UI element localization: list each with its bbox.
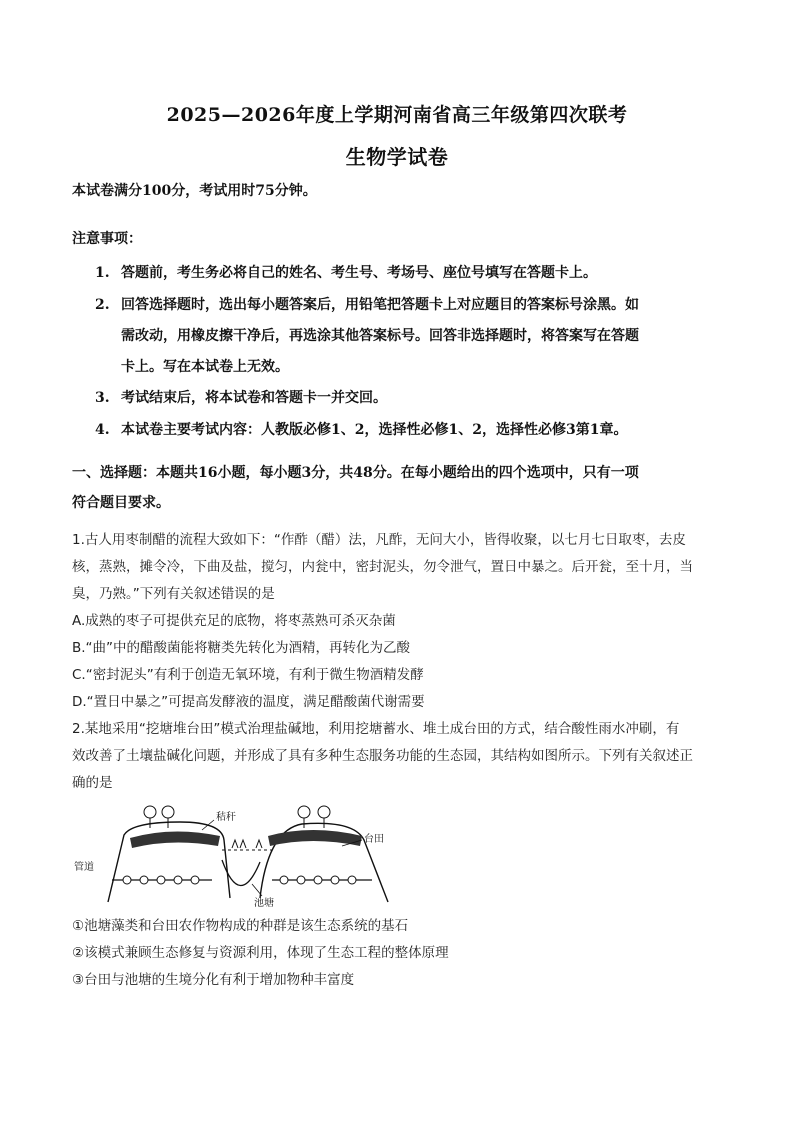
notes-heading: 注意事项： bbox=[72, 231, 142, 247]
q2-statement-2: ②该模式兼顾生态修复与资源利用，体现了生态工程的整体原理 bbox=[72, 945, 449, 961]
note-item-2 bbox=[95, 294, 639, 314]
q2-statement-3: ③台田与池塘的生境分化有利于增加物种丰富度 bbox=[72, 972, 355, 988]
pipe-label: 管道 bbox=[74, 862, 94, 873]
pond-plant-icons bbox=[232, 840, 262, 848]
left-tree-icons bbox=[144, 806, 174, 828]
exam-title: 2025—2026年度上学期河南省高三年级第四次联考 bbox=[166, 104, 628, 126]
q1-option-b: B.“曲”中的醋酸菌能将糖类先转化为酒精，再转化为乙酸 bbox=[72, 640, 411, 656]
section-heading-line-1: 一、选择题：本题共16小题，每小题3分，共48分。在每小题给出的四个选项中，只有一项 bbox=[72, 465, 639, 481]
straw-leader-line bbox=[202, 820, 214, 830]
pipe-holes bbox=[123, 876, 356, 884]
note-item-1 bbox=[95, 262, 597, 282]
note-number: 3. bbox=[95, 390, 110, 406]
note-text: 回答选择题时，选出每小题答案后，用铅笔把答题卡上对应题目的答案标号涂黑。如 bbox=[121, 297, 639, 313]
note-number: 2. bbox=[95, 297, 110, 313]
section-heading-line-2: 符合题目要求。 bbox=[72, 495, 170, 511]
note-item-2-cont-1: 需改动，用橡皮擦干净后，再选涂其他答案标号。回答非选择题时，将答案写在答题 bbox=[121, 328, 639, 344]
q1-stem-line-2: 核，蒸熟，摊令冷，下曲及盐，搅匀，内瓮中，密封泥头，勿令泄气，置日中暴之。后开瓮，至十月，当 bbox=[72, 559, 693, 575]
q1-option-d: D.“置日中暴之”可提高发酵液的温度，满足醋酸菌代谢需要 bbox=[72, 694, 425, 710]
q1-stem-line-3: 臭，乃熟。”下列有关叙述错误的是 bbox=[72, 586, 275, 602]
q2-stem-line-1: 2.某地采用“挖塘堆台田”模式治理盐碱地，利用挖塘蓄水、堆土成台田的方式，结合酸性雨水冲刷，有 bbox=[72, 721, 680, 737]
note-text: 答题前，考生务必将自己的姓名、考生号、考场号、座位号填写在答题卡上。 bbox=[121, 265, 597, 281]
q2-statement-1: ①池塘藻类和台田农作物构成的种群是该生态系统的基石 bbox=[72, 918, 409, 934]
q2-stem-line-3: 确的是 bbox=[72, 775, 113, 791]
note-number: 4. bbox=[95, 422, 110, 438]
exam-info: 本试卷满分100分，考试用时75分钟。 bbox=[72, 183, 317, 199]
pond-label: 池塘 bbox=[254, 898, 274, 909]
straw-label: 秸秆 bbox=[216, 812, 236, 823]
q1-stem-line-1: 1.古人用枣制醋的流程大致如下：“作酢（醋）法，凡酢，无问大小，皆得收聚，以七月七日取枣，去皮 bbox=[72, 532, 686, 548]
q1-option-c: C.“密封泥头”有利于创造无氧环境，有利于微生物酒精发酵 bbox=[72, 667, 424, 683]
platform-label: 台田 bbox=[364, 834, 384, 845]
right-tree-icons bbox=[298, 806, 330, 828]
q2-stem-line-2: 效改善了土壤盐碱化问题，并形成了具有多种生态服务功能的生态园，其结构如图所示。下列有关叙述正 bbox=[72, 748, 693, 764]
note-text: 本试卷主要考试内容：人教版必修1、2，选择性必修1、2，选择性必修3第1章。 bbox=[121, 422, 628, 438]
right-straw-layer bbox=[268, 830, 362, 846]
note-item-4 bbox=[95, 419, 627, 439]
note-item-3 bbox=[95, 387, 387, 407]
exam-subtitle: 生物学试卷 bbox=[345, 145, 449, 169]
note-item-2-cont-2: 卡上。写在本试卷上无效。 bbox=[121, 359, 289, 375]
ecosystem-diagram bbox=[72, 800, 402, 910]
note-number: 1. bbox=[95, 265, 110, 281]
left-straw-layer bbox=[130, 831, 220, 848]
note-text: 考试结束后，将本试卷和答题卡一并交回。 bbox=[121, 390, 387, 406]
q1-option-a: A.成熟的枣子可提供充足的底物，将枣蒸熟可杀灭杂菌 bbox=[72, 613, 396, 629]
